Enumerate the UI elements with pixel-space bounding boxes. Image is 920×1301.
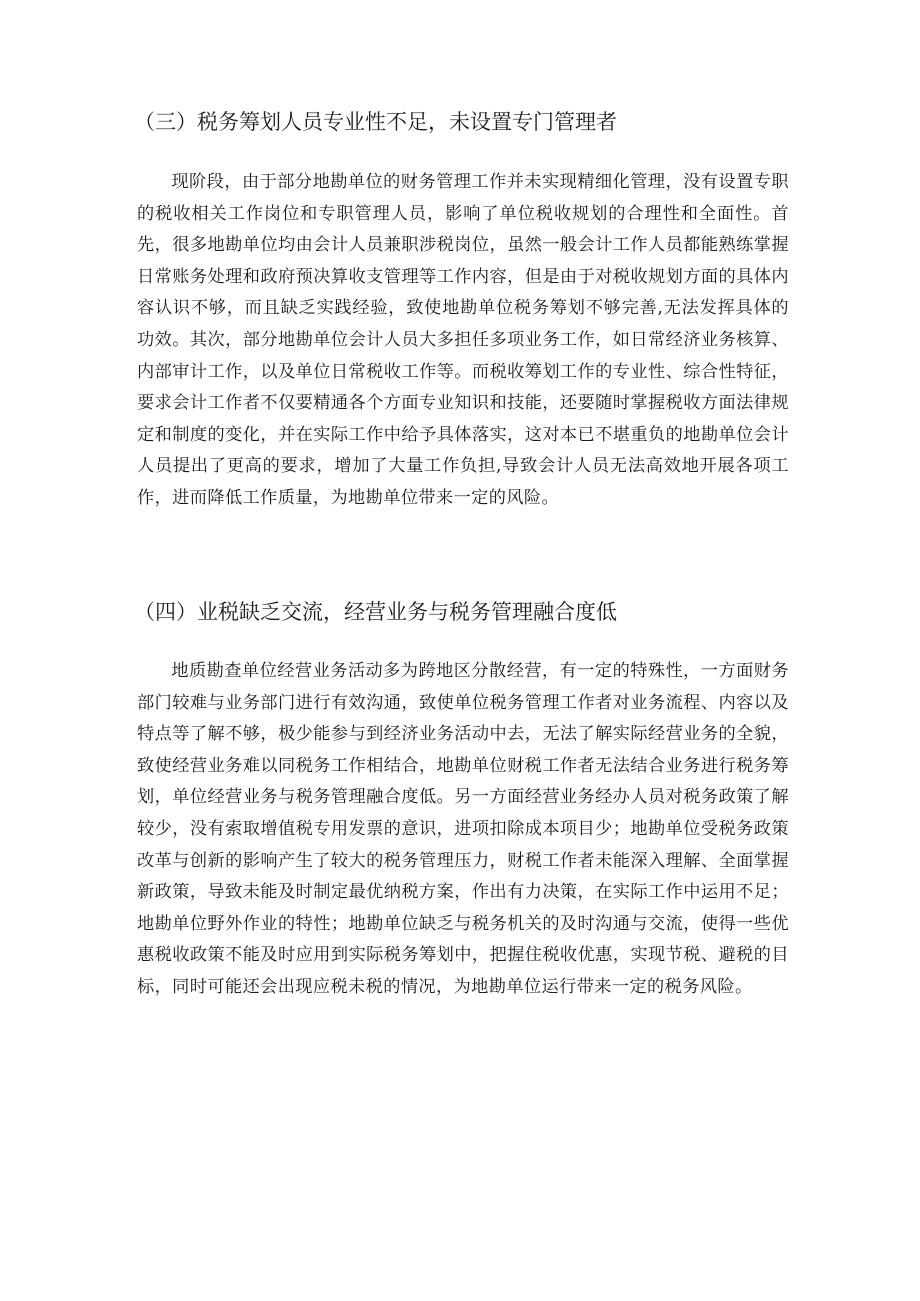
section-3-paragraph: 现阶段，由于部分地勘单位的财务管理工作并未实现精细化管理，没有设置专职的税收相关工作岗位和专职管理人员，影响了单位税收规划的合理性和全面性。首先，很多地勘单位均由会计人员兼职涉税岗位，虽然一般会计工作人员都能熟练掌握日常账务处理和政府预决算收支管理等工作内容，但是由于对税收规划方面的具体内容认识不够，而且缺乏实践经验，致使地勘单位税务筹划不够完善,无法发挥具体的功效。其次，部分地勘单位会计人员大多担任多项业务工作，如日常经济业务核算、内部审计工作，以及单位日常税收工作等。而税收筹划工作的专业性、综合性特征，要求会计工作者不仅要精通各个方面专业知识和技能，还要随时掌握税收方面法律规定和制度的变化，并在实际工作中给予具体落实，这对本已不堪重负的地勘单位会计人员提出了更高的要求，增加了大量工作负担,导致会计人员无法高效地开展各项工作，进而降低工作质量，为地勘单位带来一定的风险。 — [137, 172, 789, 508]
section-4-heading: （四）业税缺乏交流，经营业务与税务管理融合度低 — [134, 600, 617, 624]
section-4-paragraph: 地质勘查单位经营业务活动多为跨地区分散经营，有一定的特殊性，一方面财务部门较难与业务部门进行有效沟通，致使单位税务管理工作者对业务流程、内容以及特点等了解不够，极少能参与到经济业务活动中去，无法了解实际经营业务的全貌，致使经营业务难以同税务工作相结合，地勘单位财税工作者无法结合业务进行税务筹划，单位经营业务与税务管理融合度低。另一方面经营业务经办人员对税务政策了解较少，没有索取增值税专用发票的意识，进项扣除成本项目少；地勘单位受税务政策改革与创新的影响产生了较大的税务管理压力，财税工作者未能深入理解、全面掌握新政策，导致未能及时制定最优纳税方案，作出有力决策，在实际工作中运用不足；地勘单位野外作业的特性；地勘单位缺乏与税务机关的及时沟通与交流，使得一些优惠税收政策不能及时应用到实际税务筹划中，把握住税收优惠，实现节税、避税的目标，同时可能还会出现应税未税的情况，为地勘单位运行带来一定的税务风险。 — [137, 661, 789, 997]
section-3-heading: （三）税务筹划人员专业性不足，未设置专门管理者 — [134, 110, 617, 134]
